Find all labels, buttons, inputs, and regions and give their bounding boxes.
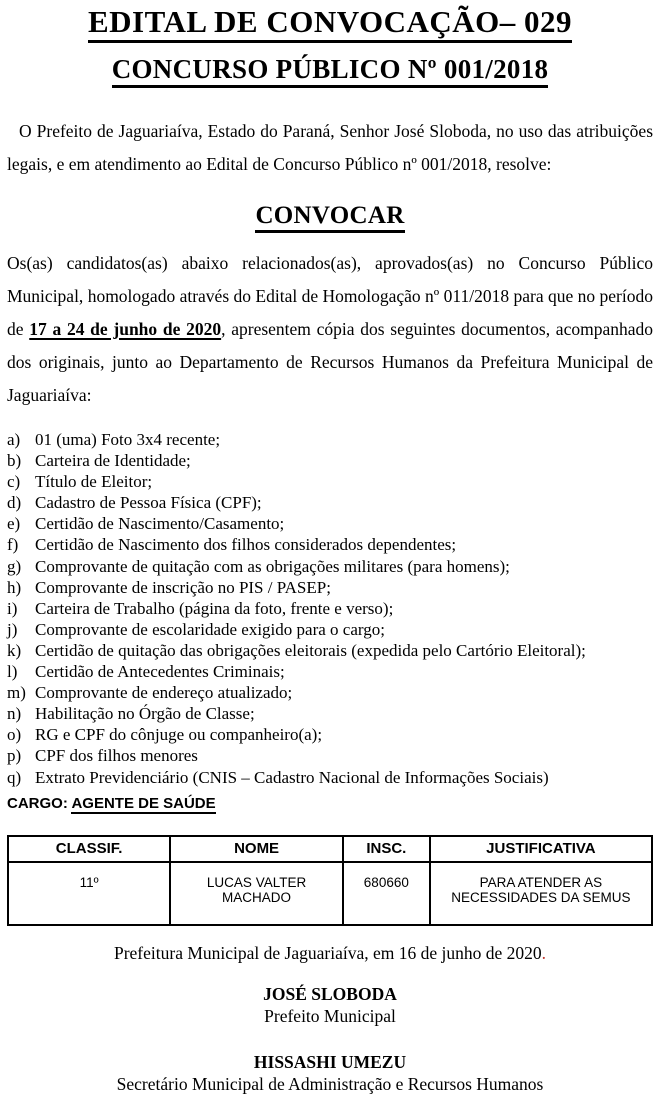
cell-insc: 680660	[343, 862, 430, 925]
list-item-letter: p)	[7, 746, 22, 766]
list-item-text: Título de Eleitor;	[35, 472, 153, 492]
table-header-justificativa: JUSTIFICATIVA	[430, 836, 652, 862]
body-paragraph	[7, 247, 653, 412]
list-item	[7, 724, 653, 745]
cargo-line	[7, 795, 653, 813]
convocar-heading	[7, 199, 653, 236]
list-item-letter: a)	[7, 430, 21, 449]
document-title-text: EDITAL DE CONVOCAÇÃO– 029	[88, 4, 572, 43]
list-item	[7, 513, 653, 534]
signature-block-mayor	[7, 983, 653, 1027]
list-item-letter: h)	[7, 577, 22, 597]
list-item-letter: f)	[7, 535, 19, 555]
table-header-insc: INSC.	[343, 836, 430, 862]
document-subtitle	[7, 53, 653, 90]
documents-list	[7, 429, 653, 788]
list-item	[7, 534, 653, 555]
list-item-letter: i)	[7, 598, 18, 618]
signature-role: Secretário Municipal de Administração e Recursos Humanos	[116, 1073, 544, 1094]
list-item-text: CPF dos filhos menores	[35, 746, 198, 766]
list-item-text: Extrato Previdenciário (CNIS – Cadastro Nacional de Informações Sociais)	[35, 767, 549, 787]
list-item	[7, 577, 653, 598]
signature-name: HISSASHI UMEZU	[253, 1051, 407, 1072]
cargo-label: CARGO:	[7, 794, 68, 812]
signature-name: JOSÉ SLOBODA	[263, 983, 397, 1004]
list-item-text: Comprovante de endereço atualizado;	[35, 683, 293, 703]
list-item	[7, 619, 653, 640]
convocar-heading-text: CONVOCAR	[255, 202, 404, 233]
list-item-letter: d)	[7, 493, 22, 513]
cargo-value: AGENTE DE SAÚDE	[71, 794, 216, 812]
list-item	[7, 492, 653, 513]
list-item	[7, 767, 653, 788]
list-item	[7, 682, 653, 703]
list-item-letter: g)	[7, 556, 22, 576]
list-item-letter: e)	[7, 514, 21, 534]
list-item-letter: m)	[7, 683, 26, 703]
signature-role: Prefeito Municipal	[264, 1005, 396, 1026]
list-item-letter: o)	[7, 725, 22, 745]
list-item-letter: b)	[7, 451, 22, 471]
list-item	[7, 703, 653, 724]
cell-justificativa	[430, 862, 652, 925]
signature-block-secretary	[7, 1051, 653, 1095]
list-item-text: Certidão de Nascimento dos filhos considerados dependentes;	[35, 535, 457, 555]
table-row	[8, 862, 652, 925]
list-item-letter: c)	[7, 472, 21, 492]
list-item-text: Carteira de Identidade;	[35, 451, 191, 471]
list-item-text: Cadastro de Pessoa Física (CPF);	[35, 493, 262, 513]
list-item-text: RG e CPF do cônjuge ou companheiro(a);	[35, 725, 323, 745]
cell-justificativa-text: PARA ATENDER AS NECESSIDADES DA SEMUS	[451, 874, 631, 905]
cell-nome	[170, 862, 343, 925]
list-item-text: Comprovante de quitação com as obrigações militares (para homens);	[35, 556, 510, 576]
list-item-text: Habilitação no Órgão de Classe;	[35, 704, 255, 724]
list-item-letter: n)	[7, 704, 22, 724]
document-page	[0, 4, 662, 1095]
list-item	[7, 640, 653, 661]
table-header-row	[8, 836, 652, 862]
date-line	[7, 942, 653, 964]
list-item	[7, 745, 653, 766]
list-item-text: Certidão de Antecedentes Criminais;	[35, 662, 285, 682]
list-item	[7, 556, 653, 577]
list-item	[7, 450, 653, 471]
list-item	[7, 429, 653, 450]
document-subtitle-text: CONCURSO PÚBLICO Nº 001/2018	[112, 54, 549, 88]
list-item-text: Certidão de Nascimento/Casamento;	[35, 514, 285, 534]
date-line-text: Prefeitura Municipal de Jaguariaíva, em 16 de junho de 2020	[113, 942, 542, 963]
list-item	[7, 598, 653, 619]
list-item-letter: l)	[7, 662, 18, 682]
list-item-text: 01 (uma) Foto 3x4 recente;	[35, 430, 221, 449]
body-paragraph-after: , apresentem cópia dos seguintes documentos, acompanhado dos originais, junto ao Departamento de Recursos Humanos da Prefeitura Municipal de Jaguariaíva:	[7, 318, 653, 405]
list-item-letter: j)	[7, 619, 18, 639]
list-item-text: Certidão de quitação das obrigações eleitorais (expedida pelo Cartório Eleitoral);	[35, 640, 586, 660]
list-item-letter: k)	[7, 640, 22, 660]
intro-paragraph: O Prefeito de Jaguariaíva, Estado do Paraná, Senhor José Sloboda, no uso das atribuições legais, e em atendimento ao Edital de Concurso Público nº 001/2018, resolve:	[7, 121, 653, 174]
list-item-text: Comprovante de escolaridade exigido para o cargo;	[35, 619, 385, 639]
list-item	[7, 661, 653, 682]
candidates-table	[7, 835, 653, 926]
cell-nome-text: LUCAS VALTER MACHADO	[206, 874, 307, 905]
table-header-nome: NOME	[170, 836, 343, 862]
list-item-letter: q)	[7, 767, 22, 787]
list-item-text: Carteira de Trabalho (página da foto, frente e verso);	[35, 598, 394, 618]
date-line-period: .	[541, 942, 547, 963]
cell-classif: 11º	[8, 862, 170, 925]
deadline-highlight: 17 a 24 de junho de 2020	[29, 318, 222, 339]
body-paragraph-before: Os(as) candidatos(as) abaixo relacionados(as), aprovados(as) no Concurso Público Municipal, homologado através do Edital de Homologação nº 011/2018 para que no período de	[7, 252, 653, 339]
list-item-text: Comprovante de inscrição no PIS / PASEP;	[35, 577, 331, 597]
document-title	[7, 4, 653, 46]
table-header-classif: CLASSIF.	[8, 836, 170, 862]
list-item	[7, 471, 653, 492]
